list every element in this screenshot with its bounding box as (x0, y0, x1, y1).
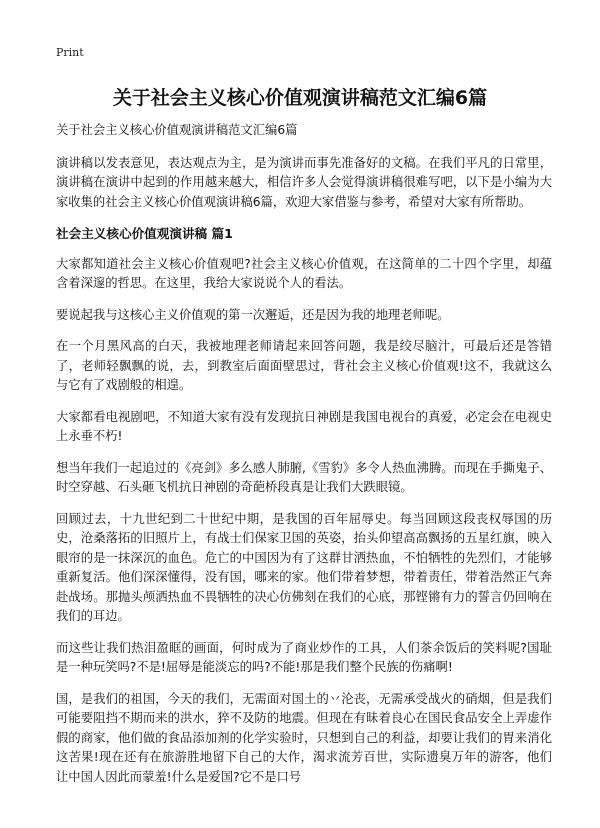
body-paragraph: 大家都知道社会主义核心价值观吧?社会主义核心价值观，在这简单的二十四个字里，却蕴含着深邃的哲思。在这里，我给大家说说个人的看法。 (56, 256, 552, 290)
section-heading: 社会主义核心价值观演讲稿 篇1 (56, 226, 233, 241)
intro-paragraph: 演讲稿以发表意见，表达观点为主，是为演讲而事先准备好的文稿。在我们平凡的日常里，演讲稿在演讲中起到的作用越来越大，相信许多人会觉得演讲稿很难写吧，以下是小编为大家收集的社会主义核心价值观演讲稿6篇，欢迎大家借鉴与参考，希望对大家有所帮助。 (56, 155, 552, 209)
body-paragraph: 在一个月黑风高的白天，我被地理老师请起来回答问题，我是绞尽脑汁，可最后还是答错了，老师轻飘飘的说，去，到教室后面面壁思过，背社会主义核心价值观!这不，我就这么与它有了戏剧般的相遑。 (56, 339, 552, 392)
body-paragraph: 大家都看电视剧吧，不知道大家有没有发现抗日神剧是我国电视台的真爱，必定会在电视史上永垂不朽! (56, 409, 552, 443)
body-paragraph: 回顾过去，十九世纪到二十世纪中期，是我国的百年屈辱史。每当回顾这段丧权辱国的历史，沧桑落拓的旧照片上，有战士们保家卫国的英姿，抬头仰望高高飘扬的五星红旗，映入眼帘的是一抹深沉的血色。危亡的中国因为有了这群甘洒热血，不怕牺牲的先烈们，才能够重新复活。他们深深懂得，没有国，哪来的家。他们带着梦想，带着责任，带着浩然正气奔赴战场。那抛头颅洒热血不畏牺牲的决心仿佛刻在我们的心底，那铿锵有力的誓言仍回响在我们的耳边。 (56, 511, 552, 623)
body-paragraph: 想当年我们一起追过的《亮剑》多么感人肺腑,《雪豹》多令人热血沸腾。而现在手撕鬼子、时空穿越、石头砸飞机抗日神剧的奇葩桥段真是让我们大跌眼镜。 (56, 460, 552, 494)
document-subtitle: 关于社会主义核心价值观演讲稿范文汇编6篇 (56, 123, 298, 137)
body-paragraph: 而这些让我们热泪盈眶的画面，何时成为了商业炒作的工具，人们茶余饭后的笑料呢?国耻是一种玩笑吗?不是!屈辱是能淡忘的吗?不能!那是我们整个民族的伤痛啊! (56, 640, 552, 674)
document-title: 关于社会主义核心价值观演讲稿范文汇编6篇 (112, 87, 488, 109)
print-label[interactable]: Print (56, 46, 84, 59)
document-body (56, 121, 552, 799)
body-paragraph: 要说起我与这核心主义价值观的第一次邂逅，还是因为我的地理老师呢。 (56, 307, 450, 322)
body-paragraph: 国，是我们的祖国，今天的我们，无需面对国土的丷沦丧，无需承受战火的硝烟，但是我们可能要阻挡不期而来的洪水，猝不及防的地震。但现在有昧着良心在国民食品安全上弄虚作假的商家，他们做的食品添加剂的化学实验时，只想到自己的利益，却要让我们的胃来消化这苦果!现在还有在旅游胜地留下自己的大作，渴求流芳百世，实际遗臭万年的游客，他们让中国人因此而蒙羞!什么是爱国?它不是口号 (56, 691, 552, 784)
